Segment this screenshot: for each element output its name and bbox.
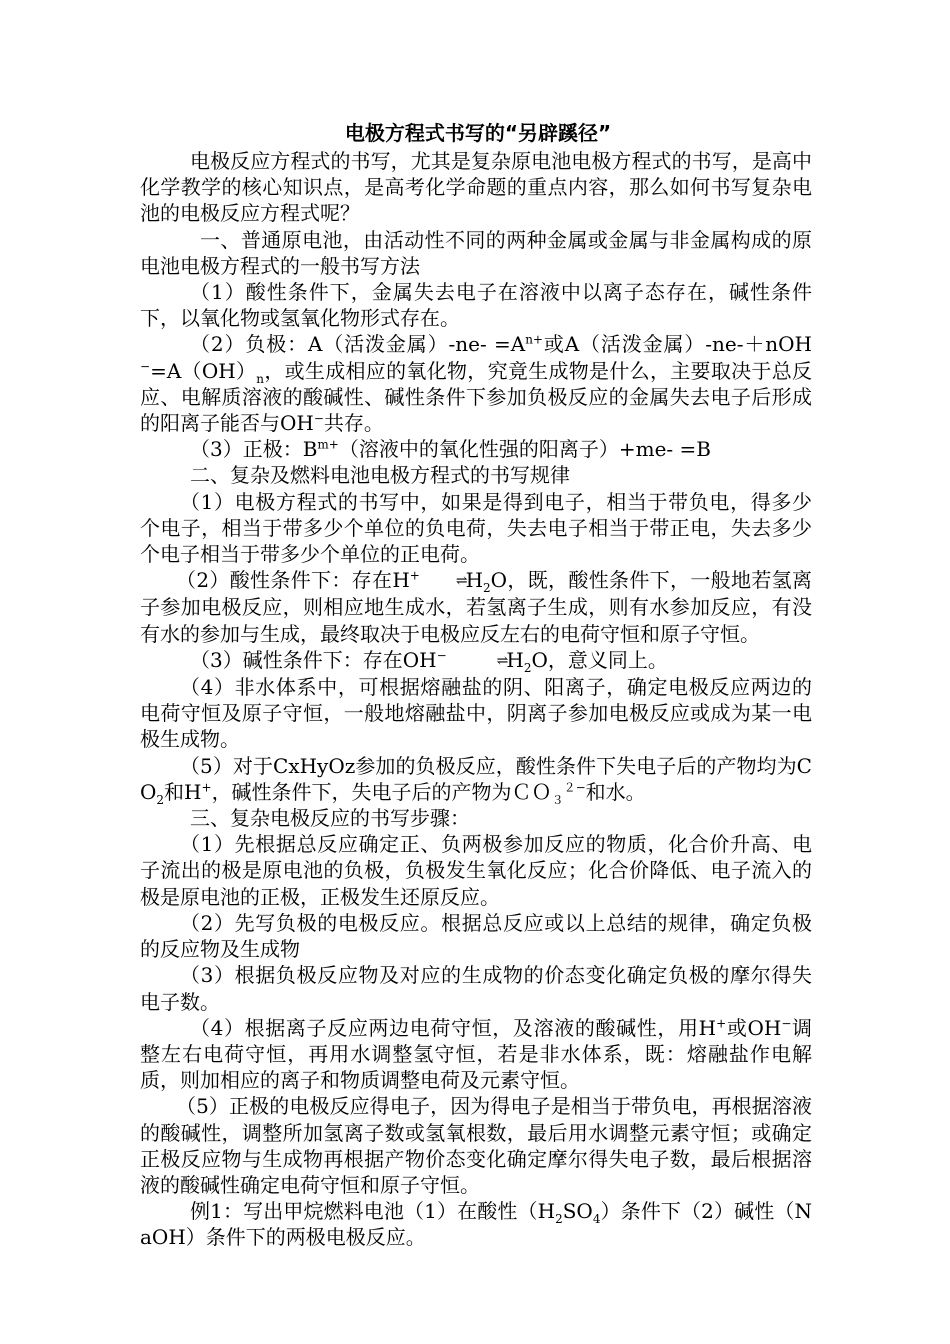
section2-paragraph-3 — [140, 647, 812, 674]
text-run: O，意义同上。 — [531, 647, 668, 672]
text-run: SO — [562, 1199, 593, 1224]
subscript: n — [256, 371, 265, 386]
text-run: ，碱性条件下，失电子后的产物为ＣＯ — [211, 779, 552, 804]
superscript: − — [313, 411, 324, 426]
subscript: 2 — [156, 792, 165, 807]
example-1 — [140, 1198, 812, 1250]
section3-heading: 三、复杂电极反应的书写步骤： — [190, 806, 470, 831]
subscript: 4 — [592, 1212, 601, 1227]
document-page — [140, 118, 812, 1251]
section1-paragraph-1: （1）酸性条件下，金属失去电子在溶液中以离子态存在，碱性条件下，以氧化物或氢氧化物形式存在。 — [140, 280, 812, 331]
text-run: 或A（活泼金属）-ne-＋nOH — [542, 332, 812, 357]
text-run: （2）酸性条件下：存在H — [176, 568, 410, 593]
superscript: m+ — [317, 437, 339, 452]
text-run: （溶液中的氧化性强的阳离子）+me- =B — [338, 437, 711, 462]
section2-paragraph-1: （1）电极方程式的书写中，如果是得到电子，相当于带负电，得多少个电子，相当于带多少个单位的负电荷，失去电子相当于带正电，失去多少个电子相当于带多少个单位的正电荷。 — [140, 489, 812, 567]
text-run: O，既，酸性条件下，一般地若氢离子参加电极反应，则相应地生成水，若氢离子生成，则有水参加反应，有没有水的参加与生成，最终取决于电极应反左右的电荷守恒和原子守恒。 — [140, 568, 812, 646]
superscript: − — [781, 1016, 792, 1031]
text-run: （5）对于CxHyOz参加的负极反应，酸性条件下失电子后的产物均为CO — [140, 753, 812, 804]
text-run: （4）根据离子反应两边电荷守恒，及溶液的酸碱性，用H — [190, 1015, 717, 1040]
document-title: 电极方程式书写的“另辟蹊径” — [344, 121, 612, 145]
text-run: 例1：写出甲烷燃料电池（1）在酸性（H — [190, 1199, 556, 1224]
section3-paragraph-3: （3）根据负极反应物及对应的生成物的价态变化确定负极的摩尔得失电子数。 — [140, 963, 812, 1014]
text-run: 或OH — [726, 1015, 782, 1040]
section1-heading: 一、普通原电池，由活动性不同的两种金属或金属与非金属构成的原电池电极方程式的一般书写方法 — [140, 227, 812, 278]
section2-paragraph-2 — [140, 567, 812, 647]
text-run: ）条件下（2）碱性（NaOH）条件下的两极电极反应。 — [140, 1199, 812, 1250]
text-run: H — [465, 568, 484, 593]
text-run: 和H — [164, 779, 202, 804]
section1-paragraph-3 — [140, 436, 812, 462]
text-run: =A（OH） — [150, 358, 257, 383]
section2-paragraph-5 — [140, 753, 812, 805]
subscript: 2 — [483, 581, 491, 596]
section3-paragraph-2: （2）先写负极的电极反应。根据总反应或以上总结的规律，确定负极的反应物及生成物 — [140, 910, 812, 962]
superscript: + — [409, 568, 420, 583]
section3-paragraph-5: （5）正极的电极反应得电子，因为得电子是相当于带负电，再根据溶液的酸碱性，调整所加氢离子数或氢氧根数，最后用水调整元素守恒；或确定正极反应物与生成物再根据产物价态变化确定摩尔得失电子数，最后根据溶液的酸碱性确定电荷守恒和原子守恒。 — [140, 1094, 812, 1197]
text-run: 共存。 — [323, 411, 384, 436]
text-run: 调整左右电荷守恒，再用水调整氢守恒，若是非水体系，既：熔融盐作电解质，则加相应的离子和物质调整电荷及元素守恒。 — [140, 1015, 813, 1093]
subscript: 2 — [523, 660, 532, 675]
text-run: ，或生成相应的氧化物，究竟生成物是什么，主要取决于总反应、电解质溶液的酸碱性、碱性条件下参加负极反应的金属失去电子后形成的阳离子能否与OH — [140, 358, 813, 436]
superscript: − — [140, 358, 151, 373]
intro-paragraph: 电极反应方程式的书写，尤其是复杂原电池电极方程式的书写，是高中化学教学的核心知识点，是高考化学命题的重点内容，那么如何书写复杂电池的电极反应方程式呢？ — [140, 149, 812, 226]
superscript: + — [201, 780, 212, 795]
superscript: ２− — [563, 780, 586, 795]
equilibrium-arrow-icon: ⇌ — [496, 652, 507, 669]
section2-paragraph-4: （4）非水体系中，可根据熔融盐的阴、阳离子，确定电极反应两边的电荷守恒及原子守恒，一般地熔融盐中，阴离子参加电极反应或成为某一电极生成物。 — [140, 675, 812, 752]
section3-paragraph-1: （1）先根据总反应确定正、负两极参加反应的物质，化合价升高、电子流出的极是原电池的负极，负极发生氧化反应；化合价降低、电子流入的极是原电池的正极，正极发生还原反应。 — [140, 832, 812, 909]
subscript: 2 — [555, 1212, 563, 1227]
superscript: − — [436, 648, 447, 663]
section2-heading: 二、复杂及燃料电池电极方程式的书写规律 — [190, 463, 570, 488]
text-run: （3）碱性条件下：存在OH — [190, 647, 437, 672]
text-run: H — [506, 647, 524, 672]
equilibrium-arrow-icon: ⇌ — [455, 573, 466, 590]
subscript: ３ — [551, 792, 564, 807]
text-run: （3）正极：B — [190, 437, 318, 462]
text-run: （2）负极：A（活泼金属）-ne- =A — [190, 332, 526, 357]
section3-paragraph-4 — [140, 1015, 812, 1094]
section1-paragraph-2 — [140, 331, 812, 436]
superscript: n+ — [525, 332, 543, 347]
document-body — [140, 148, 812, 1251]
superscript: + — [716, 1016, 727, 1031]
text-run: 和水。 — [585, 779, 646, 804]
